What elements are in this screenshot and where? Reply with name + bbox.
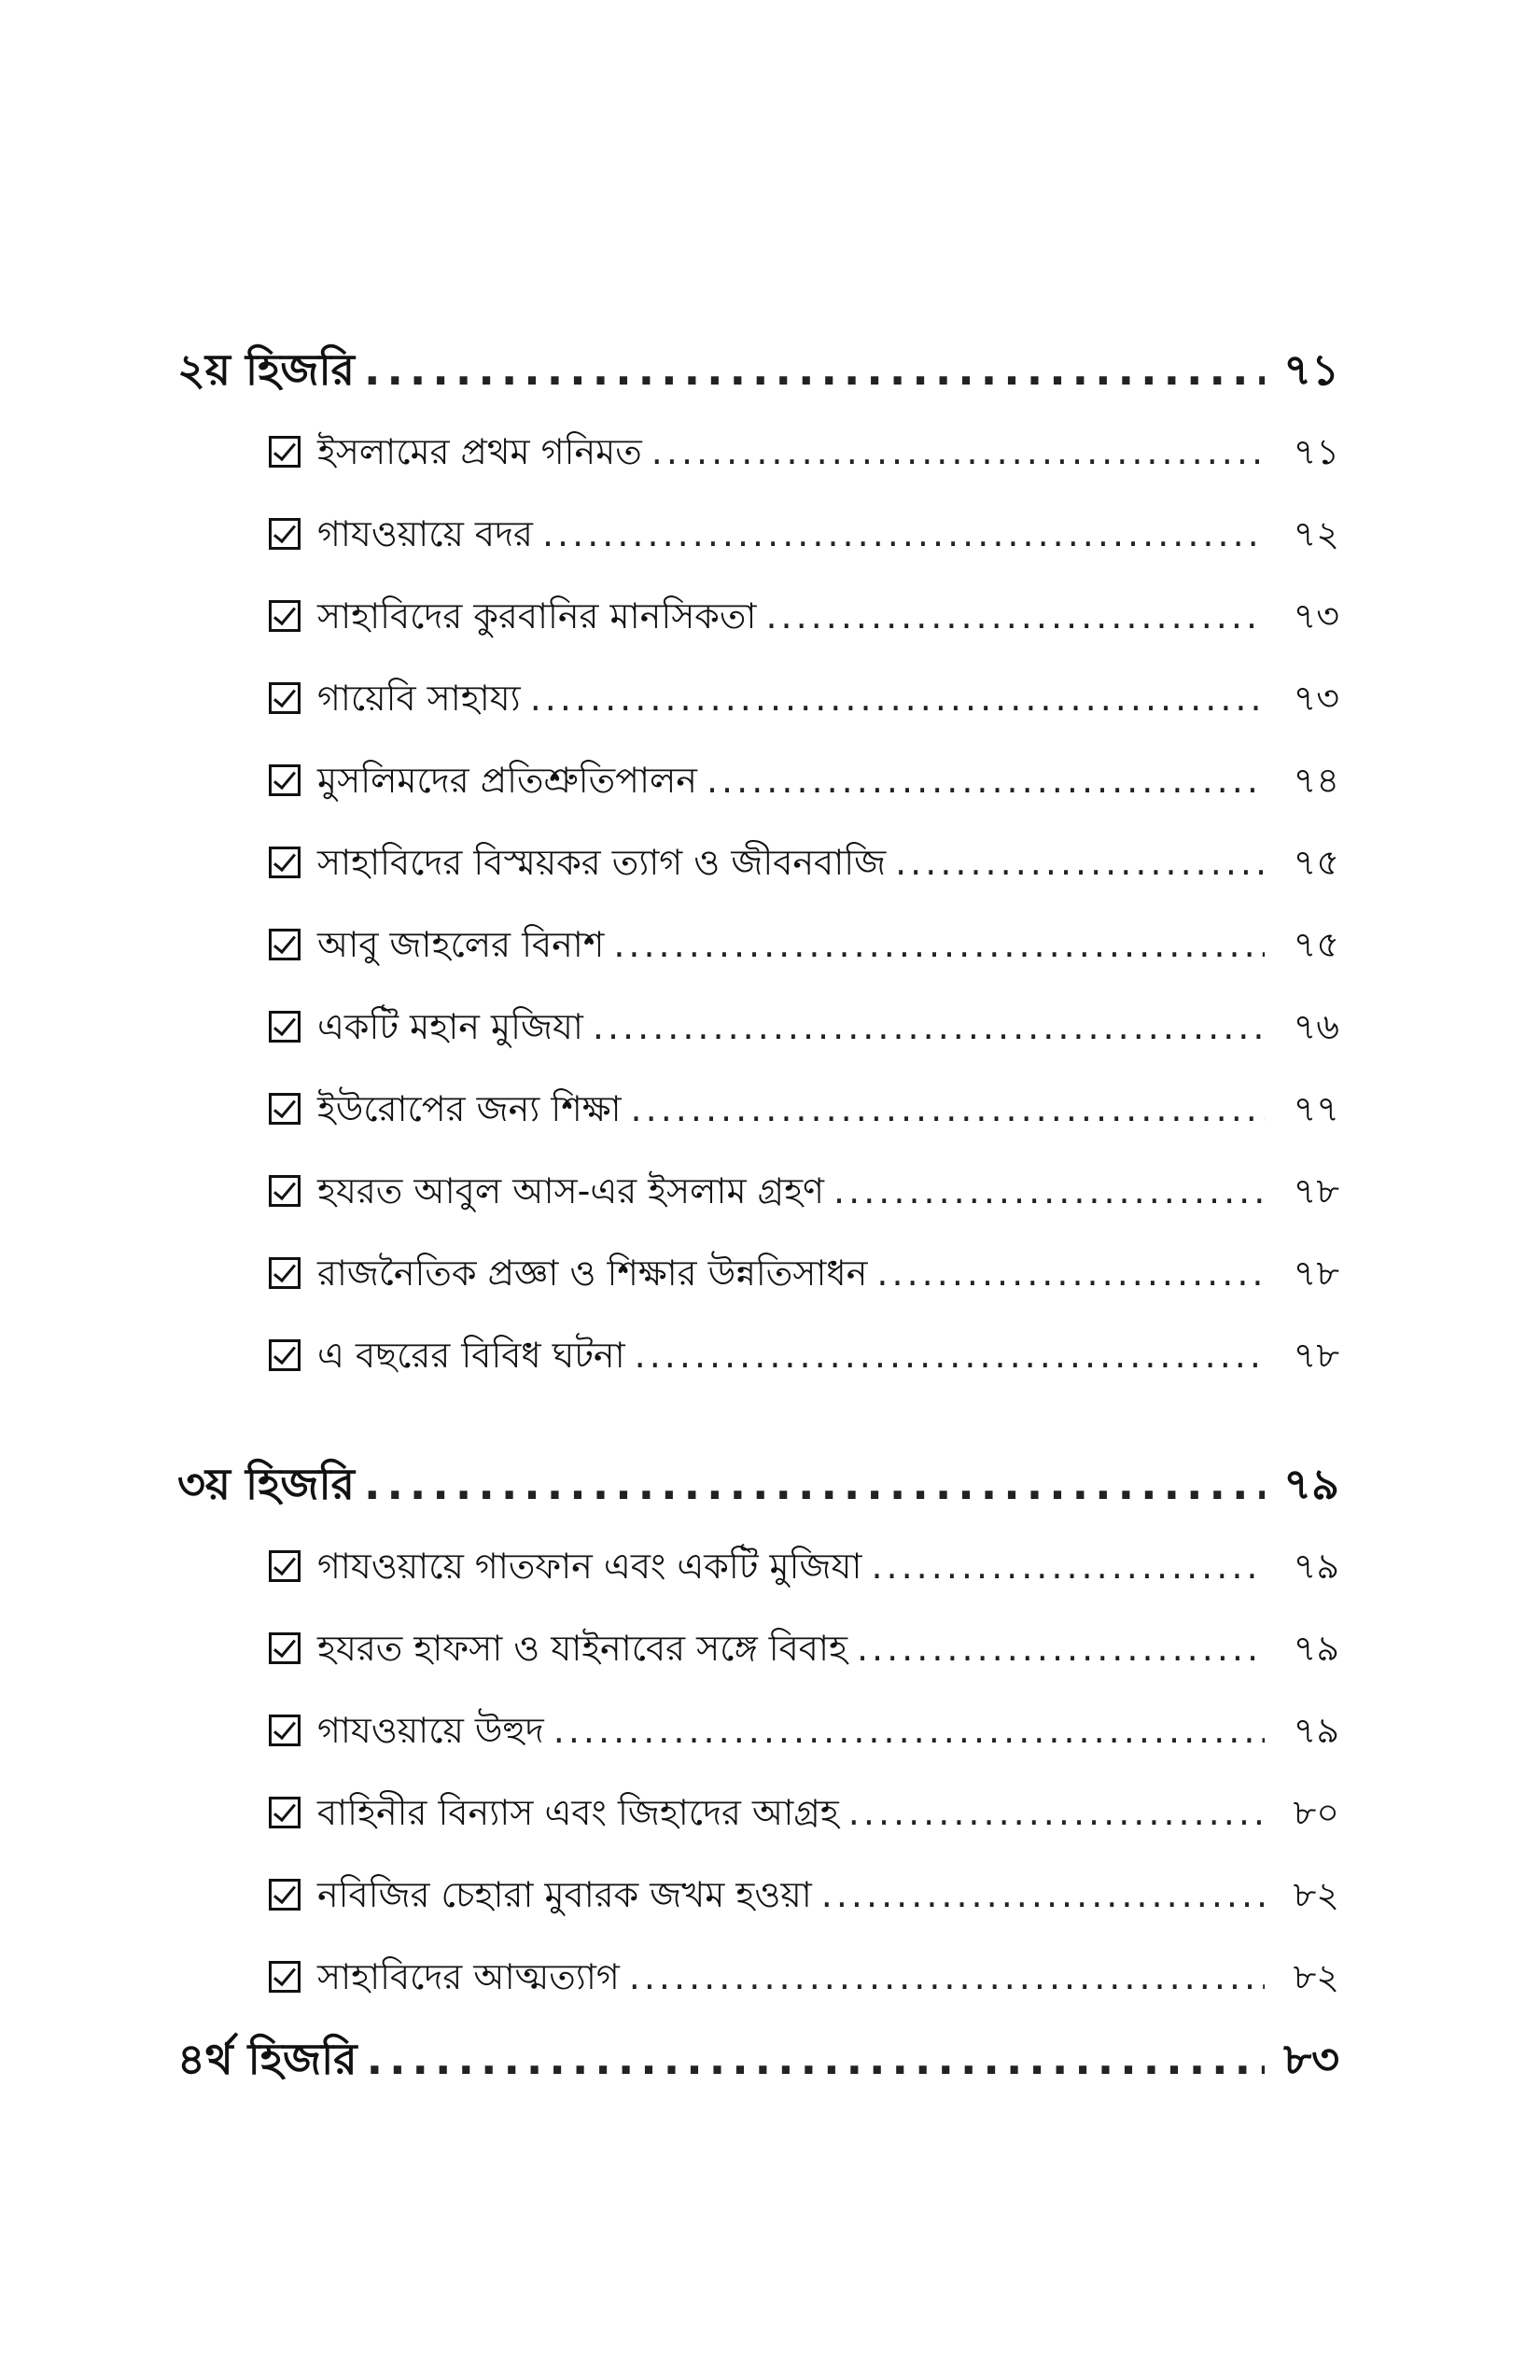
table-of-contents xyxy=(177,329,1339,2100)
checkbox-icon xyxy=(269,682,301,714)
dot-leader xyxy=(553,1689,1265,1771)
toc-section[interactable] xyxy=(177,329,1339,411)
toc-section[interactable] xyxy=(177,1443,1339,1525)
checkbox-icon xyxy=(269,1879,301,1911)
checkbox-icon xyxy=(269,1339,301,1371)
checkbox-icon xyxy=(269,1550,301,1582)
dot-leader xyxy=(895,821,1265,903)
entry-page-number: ৭১ xyxy=(1293,431,1339,472)
toc-entry[interactable] xyxy=(177,657,1339,739)
entry-page-number: ৮২ xyxy=(1293,1874,1339,1915)
toc-entry[interactable] xyxy=(177,1854,1339,1936)
checkbox-icon xyxy=(269,1632,301,1664)
entry-page-number: ৭৮ xyxy=(1293,1170,1339,1211)
entry-page-number: ৭৮ xyxy=(1293,1253,1339,1294)
toc-entry[interactable] xyxy=(177,903,1339,986)
toc-entry[interactable] xyxy=(177,739,1339,821)
toc-entry[interactable] xyxy=(177,575,1339,657)
dot-leader xyxy=(542,493,1265,575)
toc-entry[interactable] xyxy=(177,1232,1339,1314)
checkbox-icon xyxy=(269,1715,301,1746)
entry-label: সাহাবিদের বিস্ময়কর ত্যাগ ও জীবনবাজি xyxy=(317,842,887,883)
toc-entry[interactable] xyxy=(177,1525,1339,1607)
checkbox-icon xyxy=(269,764,301,796)
entry-page-number: ৭৯ xyxy=(1293,1710,1339,1751)
dot-leader xyxy=(876,1232,1265,1314)
entry-label: ইসলামের প্রথম গনিমত xyxy=(317,431,642,472)
dot-leader xyxy=(707,739,1265,821)
entry-label: গাযওয়ায়ে বদর xyxy=(317,513,533,554)
dot-leader xyxy=(364,1443,1265,1525)
section-title: ৪র্থ হিজরি xyxy=(177,2034,357,2084)
entry-page-number: ৭৫ xyxy=(1293,842,1339,883)
toc-entry[interactable] xyxy=(177,821,1339,903)
toc-entry[interactable] xyxy=(177,411,1339,493)
entry-label: মুসলিমদের প্রতিশ্রুতিপালন xyxy=(317,760,697,801)
entry-label: সাহাবিদের আত্মত্যাগ xyxy=(317,1956,620,1997)
checkbox-icon xyxy=(269,929,301,960)
entry-page-number: ৭৩ xyxy=(1293,595,1339,637)
entry-page-number: ৭২ xyxy=(1293,513,1339,554)
dot-leader xyxy=(367,2018,1265,2100)
entry-page-number: ৭৬ xyxy=(1293,1006,1339,1047)
toc-entry[interactable] xyxy=(177,1607,1339,1689)
entry-label: বাহিনীর বিন্যাস এবং জিহাদের আগ্রহ xyxy=(317,1792,839,1833)
toc-entry[interactable] xyxy=(177,986,1339,1068)
checkbox-icon xyxy=(269,1257,301,1289)
entry-page-number: ৭৭ xyxy=(1293,1088,1339,1129)
entry-label: একটি মহান মুজিযা xyxy=(317,1006,583,1047)
dot-leader xyxy=(833,1150,1265,1232)
entry-label: গাযওয়ায়ে গাতফান এবং একটি মুজিযা xyxy=(317,1546,862,1587)
checkbox-icon xyxy=(269,1175,301,1207)
dot-leader xyxy=(821,1854,1265,1936)
dot-leader xyxy=(871,1525,1265,1607)
checkbox-icon xyxy=(269,1011,301,1043)
section-title: ২য় হিজরি xyxy=(177,344,355,395)
entry-label: রাজনৈতিক প্রজ্ঞা ও শিক্ষার উন্নতিসাধন xyxy=(317,1253,868,1294)
checkbox-icon xyxy=(269,518,301,550)
toc-entry[interactable] xyxy=(177,1150,1339,1232)
toc-entry[interactable] xyxy=(177,1314,1339,1396)
checkbox-icon xyxy=(269,600,301,632)
toc-entry[interactable] xyxy=(177,1068,1339,1150)
dot-leader xyxy=(593,986,1265,1068)
entry-label: গায়েবি সাহায্য xyxy=(317,678,521,719)
section-page-number: ৭১ xyxy=(1283,344,1339,395)
toc-entry[interactable] xyxy=(177,493,1339,575)
dot-leader xyxy=(848,1771,1265,1854)
toc-entry[interactable] xyxy=(177,1771,1339,1854)
dot-leader xyxy=(857,1607,1265,1689)
entry-label: গাযওয়ায়ে উহুদ xyxy=(317,1710,544,1751)
checkbox-icon xyxy=(269,847,301,878)
section-page-number: ৮৩ xyxy=(1283,2034,1339,2084)
entry-label: ইউরোপের জন্য শিক্ষা xyxy=(317,1088,622,1129)
section-page-number: ৭৯ xyxy=(1283,1459,1339,1509)
entry-label: নবিজির চেহারা মুবারক জখম হওয়া xyxy=(317,1874,812,1915)
entry-label: এ বছরের বিবিধ ঘটনা xyxy=(317,1335,625,1376)
dot-leader xyxy=(765,575,1265,657)
checkbox-icon xyxy=(269,1797,301,1828)
dot-leader xyxy=(651,411,1265,493)
checkbox-icon xyxy=(269,436,301,468)
entry-page-number: ৭৫ xyxy=(1293,924,1339,965)
entry-page-number: ৮২ xyxy=(1293,1956,1339,1997)
entry-page-number: ৭৪ xyxy=(1293,760,1339,801)
dot-leader xyxy=(629,1936,1265,2018)
entry-label: আবু জাহলের বিনাশ xyxy=(317,924,605,965)
entry-label: সাহাবিদের কুরবানির মানসিকতা xyxy=(317,595,757,637)
checkbox-icon xyxy=(269,1961,301,1993)
entry-label: হযরত আবুল আস-এর ইসলাম গ্রহণ xyxy=(317,1170,825,1211)
toc-entry[interactable] xyxy=(177,1689,1339,1771)
dot-leader xyxy=(631,1068,1265,1150)
dot-leader xyxy=(364,329,1265,411)
toc-section[interactable] xyxy=(177,2018,1339,2100)
section-title: ৩য় হিজরি xyxy=(177,1459,355,1509)
dot-leader xyxy=(613,903,1265,986)
entry-page-number: ৭৮ xyxy=(1293,1335,1339,1376)
entry-page-number: ৭৯ xyxy=(1293,1628,1339,1669)
dot-leader xyxy=(635,1314,1265,1396)
entry-label: হযরত হাফসা ও যাইনাবের সঙ্গে বিবাহ xyxy=(317,1628,847,1669)
entry-page-number: ৮০ xyxy=(1293,1792,1339,1833)
checkbox-icon xyxy=(269,1093,301,1125)
entry-page-number: ৭৩ xyxy=(1293,678,1339,719)
dot-leader xyxy=(530,657,1265,739)
entry-page-number: ৭৯ xyxy=(1293,1546,1339,1587)
toc-entry[interactable] xyxy=(177,1936,1339,2018)
